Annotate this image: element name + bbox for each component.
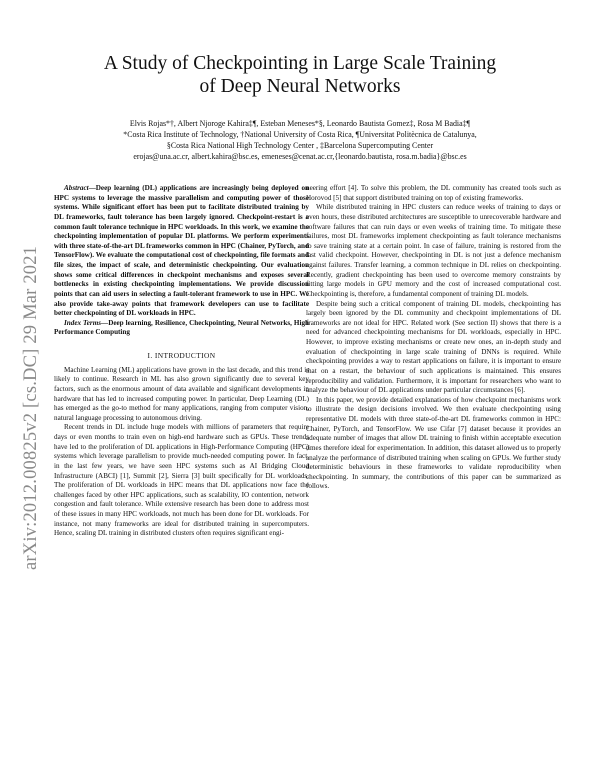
paper-title (50, 52, 550, 98)
author-emails: erojas@una.ac.cr, albert.kahira@bsc.es, emeneses@cenat.ac.cr,{leonardo.bautista, rosa.m.badia}@bsc.es (133, 152, 467, 161)
body-paragraph: Machine Learning (ML) applications have grown in the last decade, and this trend is likely to continue. Research in ML has also grown significantly due to several key factors, such as the enormous amount of data available and significant developments in hardware that has led to increased computing power. In particular, Deep Learning (DL) has emerged as the go-to method for many applications, ranging from computer vision, natural language processing to autonomous driving. (54, 365, 309, 422)
arxiv-identifier: arXiv:2012.00825v2 [cs.DC] 29 Mar 2021 (21, 245, 41, 570)
index-terms (54, 319, 309, 338)
body-paragraph: Despite being such a critical component of training DL models, checkpointing has largely been ignored by the DL community and checkpoint implementations of DL frameworks are not ideal for HPC. Related work (See section II) shows that there is a need for advanced checkpointing mechanisms for DL workloads, especially in HPC. However, to improve existing mechanisms or create new ones, an in-depth study and evaluation of checkpointing in large scale training of DNNs is required. While checkpointing provides a way to restart applications on failure, it is important to ensure that on a restart, the behaviour of such applications is maintained. This ensures reproducibility and validation. Furthermore, it is important for researchers who want to analyze the behaviour of DL applications under particular circumstances [6]. (306, 299, 561, 395)
abstract-label: Abstract (64, 184, 89, 192)
abstract (54, 184, 309, 319)
author-block (30, 118, 570, 162)
author-names: Elvis Rojas*†, Albert Njoroge Kahira‡¶, Esteban Meneses*§, Leonardo Bautista Gomez‡, Rosa M Badia‡¶ (129, 119, 471, 128)
body-paragraph: In this paper, we provide detailed explanations of how checkpoint mechanisms work to illustrate the design decisions involved. We then evaluate checkpointing using representative DL models with three state-of-the-art DL frameworks common in HPC: Chainer, PyTorch, and TensorFlow. We use Cifar [7] dataset because it provides an adequate number of images that allow DL training to finish within acceptable execution times therefore ideal for experimentation. In addition, this dataset allowed us to properly analyze the performance of distributed training when scaling on GPUs. We further study deterministic behaviours in these frameworks to validate reproducibility when checkpointing. In summary, the contributions of this paper can be summarized as follows. (306, 395, 561, 491)
title-line-1: A Study of Checkpointing in Large Scale Training (103, 53, 497, 74)
body-paragraph: neering effort [4]. To solve this problem, the DL community has created tools such as Horovod [5] that support distributed training on top of existing frameworks. (306, 184, 561, 202)
body-paragraph: While distributed training in HPC clusters can reduce weeks of training to days or even hours, these distributed architectures are susceptible to unrecoverable hardware and software failures that can ruin days or even weeks of training time. To mitigate these failures, most DL frameworks implement checkpointing as fault tolerance mechanisms to save training state at a certain point. In case of failure, training is restored from the last valid checkpoint. However, checkpointing in DL is not just a defence mechanism against failures. Transfer learning, a common technique in DL relies on checkpointing. Recently, gradient checkpointing has been used to overcome memory constraints by fitting large models in GPU memory and the cost of increased computational cost. Checkpointing is, therefore, a fundamental component of training DL models. (306, 203, 561, 298)
body-paragraph: Recent trends in DL include huge models with millions of parameters that require days or even months to train even on high-end hardware such as GPUs. These trends have led to the proliferation of DL applications in High-Performance Computing (HPC) systems which leverage parallelism to provide much-needed computing power. In fact, in the last few years, we have seen HPC systems such as AI Bridging Cloud Infrastructure (ABCI) [1], Summit [2], Sierra [3] built specifically for DL workloads. The proliferation of DL workloads in HPC means that DL applications now face the challenges faced by other HPC applications, such as scalability, IO contention, network congestion and fault tolerance. While extensive research has been done to address most of these issues in many HPC workloads, not much has been done for DL workloads. For instance, not many frameworks are ideal for distributed training in supercomputers. Hence, scaling DL training in distributed clusters often requires significant engi- (54, 423, 309, 538)
title-line-2: of Deep Neural Networks (199, 76, 401, 97)
right-column (306, 184, 561, 492)
left-column (54, 184, 309, 539)
section-heading-introduction: I. INTRODUCTION (147, 351, 216, 360)
index-terms-text: —Deep learning, Resilience, Checkpointing, Neural Networks, High Performance Computing (54, 318, 309, 337)
affiliations-line-1: *Costa Rica Institute of Technology, †National University of Costa Rica, ¶Universitat Politècnica de Catalunya, (123, 130, 477, 139)
index-terms-label: Index Terms (64, 318, 102, 327)
abstract-text: —Deep learning (DL) applications are increasingly being deployed on HPC systems to leverage the massive parallelism and computing power of those systems. While significant effort has been put to facilitate distributed training by DL frameworks, fault tolerance has been largely ignored. Checkpoint-restart is a common fault tolerance technique in HPC workloads. In this work, we examine the checkpointing implementation of popular DL platforms. We perform experiments with three state-of-the-art DL frameworks common in HPC (Chainer, PyTorch, and TensorFlow). We evaluate the computational cost of checkpointing, file formats and file sizes, the impact of scale, and deterministic checkpointing. Our evaluation shows some critical differences in checkpoint mechanisms and exposes several bottlenecks in existing checkpointing implementations. We provide discussion points that can aid users in selecting a fault-tolerant framework to use in HPC. We also provide take-away points that framework developers can use to facilitate better checkpointing of DL workloads in HPC. (54, 184, 309, 318)
affiliations-line-2: §Costa Rica National High Technology Center , ‡Barcelona Supercomputing Center (166, 141, 434, 150)
